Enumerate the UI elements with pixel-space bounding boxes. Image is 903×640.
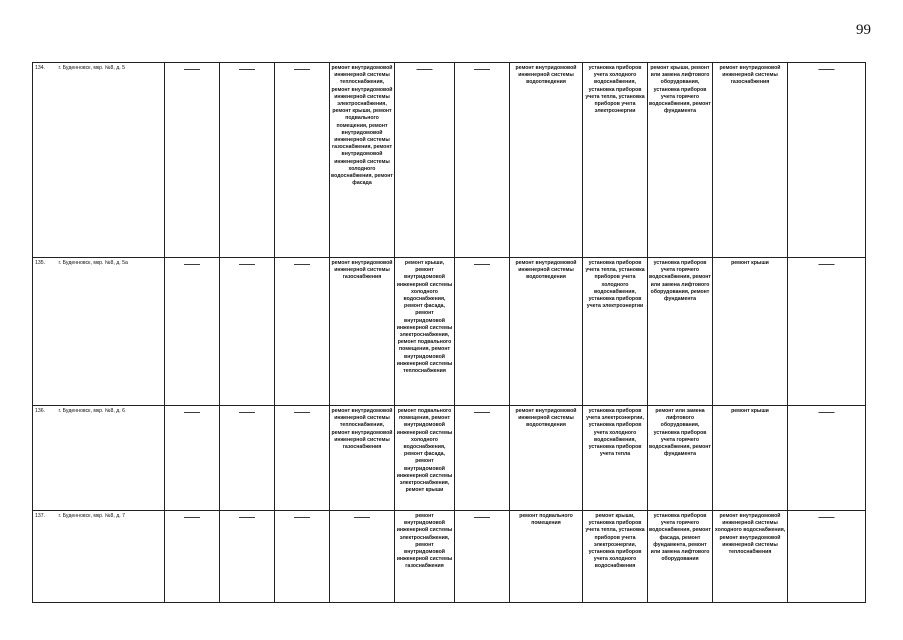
cell-col7: ремонт внутридомовой инженерной системы водоотведения [510,406,583,511]
table-row [33,406,866,511]
cell-col9: установка приборов учета горячего водоснабжения, ремонт или замена лифтового оборудования, ремонт фундамента [648,258,713,406]
table-row [33,63,866,258]
table-body [33,63,866,603]
row-number: 134. [33,63,57,258]
cell-col10: ремонт крыши [713,406,788,511]
cell-col5: ремонт крыши, ремонт внутридомовой инженерной системы холодного водоснабжения, ремонт фасада, ремонт внутридомовой инженерной системы электроснабжения, ремонт подвального помещения, ремонт внутридомовой инженерной системы теплоснабжения [395,258,455,406]
table-row [33,258,866,406]
cell-col6: —— [455,511,510,603]
cell-col11: —— [788,63,866,258]
table-row [33,511,866,603]
cell-col11: —— [788,406,866,511]
cell-col6: —— [455,406,510,511]
row-address: г. Буденновск, мкр. №8, д. 7 [57,511,165,603]
cell-col10: ремонт внутридомовой инженерной системы газоснабжения [713,63,788,258]
cell-col2: —— [220,511,275,603]
cell-col1: —— [165,63,220,258]
cell-col4: ремонт внутридомовой инженерной системы теплоснабжения, ремонт внутридомовой инженерной системы газоснабжения [330,406,395,511]
row-number: 137. [33,511,57,603]
cell-col7: ремонт внутридомовой инженерной системы водоотведения [510,63,583,258]
row-number: 136. [33,406,57,511]
cell-col5: ремонт внутридомовой инженерной системы электроснабжения, ремонт внутридомовой инженерной системы газоснабжения [395,511,455,603]
row-address: г. Буденновск, мкр. №8, д. 5а [57,258,165,406]
cell-col3: —— [275,63,330,258]
cell-col7: ремонт подвального помещения [510,511,583,603]
cell-col4: —— [330,511,395,603]
cell-col6: —— [455,63,510,258]
cell-col9: ремонт или замена лифтового оборудования, установка приборов учета горячего водоснабжения, ремонт фундамента [648,406,713,511]
row-number: 135. [33,258,57,406]
works-schedule-table [32,62,866,603]
cell-col3: —— [275,258,330,406]
cell-col10: ремонт крыши [713,258,788,406]
cell-col5: —— [395,63,455,258]
cell-col2: —— [220,406,275,511]
cell-col5: ремонт подвального помещения, ремонт внутридомовой инженерной системы холодного водоснабжения, ремонт фасада, ремонт внутридомовой инженерной системы электроснабжения, ремонт крыши [395,406,455,511]
cell-col1: —— [165,406,220,511]
cell-col10: ремонт внутридомовой инженерной системы холодного водоснабжения, ремонт внутридомовой инженерной системы теплоснабжения [713,511,788,603]
cell-col2: —— [220,63,275,258]
cell-col6: —— [455,258,510,406]
cell-col9: установка приборов учета горячего водоснабжения, ремонт фасада, ремонт фундамента, ремонт или замена лифтового оборудования [648,511,713,603]
cell-col11: —— [788,258,866,406]
cell-col8: установка приборов учета электроэнергии, установка приборов учета холодного водоснабжения, установка приборов учета тепла [583,406,648,511]
cell-col9: ремонт крыши, ремонт или замена лифтового оборудования, установка приборов учета горячего водоснабжения, ремонт фундамента [648,63,713,258]
cell-col8: ремонт крыши, установка приборов учета тепла, установка приборов учета электроэнергии, установка приборов учета холодного водоснабжения [583,511,648,603]
cell-col3: —— [275,511,330,603]
cell-col3: —— [275,406,330,511]
cell-col4: ремонт внутридомовой инженерной системы газоснабжения [330,258,395,406]
row-address: г. Буденновск, мкр. №8, д. 6 [57,406,165,511]
cell-col2: —— [220,258,275,406]
cell-col8: установка приборов учета тепла, установка приборов учета холодного водоснабжения, установка приборов учета электроэнергии [583,258,648,406]
cell-col4: ремонт внутридомовой инженерной системы теплоснабжения, ремонт внутридомовой инженерной системы электроснабжения, ремонт крыши, ремонт подвального помещения, ремонт внутридомовой инженерной системы газоснабжения, ремонт внутридомовой инженерной системы холодного водоснабжения, ремонт фасада [330,63,395,258]
page-number: 99 [856,22,871,38]
cell-col7: ремонт внутридомовой инженерной системы водоотведения [510,258,583,406]
cell-col1: —— [165,511,220,603]
cell-col1: —— [165,258,220,406]
row-address: г. Буденновск, мкр. №8, д. 5 [57,63,165,258]
cell-col11: —— [788,511,866,603]
cell-col8: установка приборов учета холодного водоснабжения, установка приборов учета тепла, установка приборов учета электроэнергии [583,63,648,258]
